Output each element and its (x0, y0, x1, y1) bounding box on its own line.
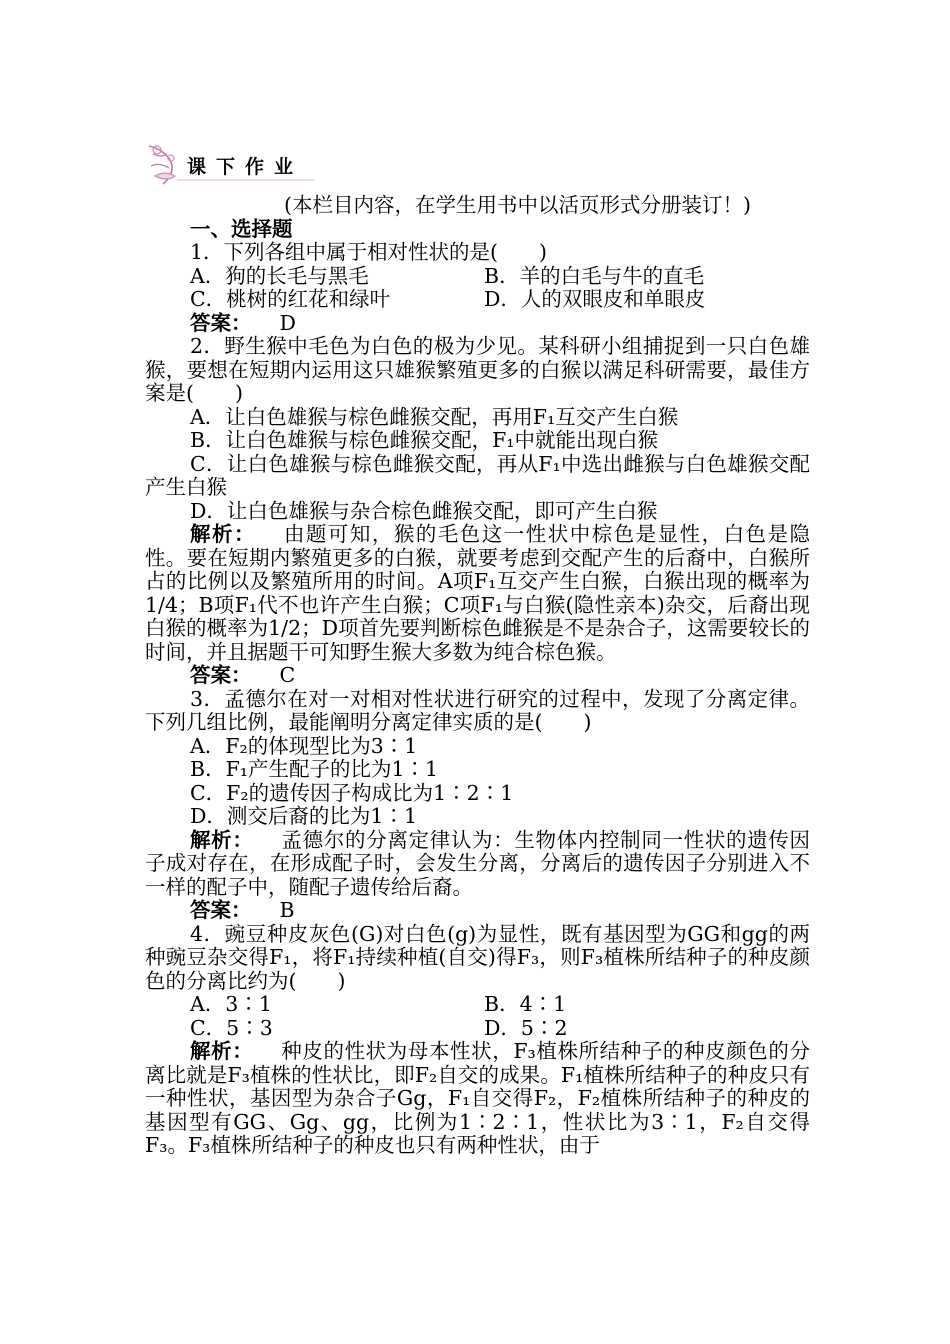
question-1-answer (145, 312, 810, 336)
question-1-stem: 1．下列各组中属于相对性状的是( ) (190, 240, 548, 264)
answer-label: 答案： (190, 310, 252, 335)
question-3-analysis (145, 829, 810, 900)
question-3-answer (145, 899, 810, 923)
question-2-answer (145, 664, 810, 688)
answer-value: D (279, 310, 296, 335)
question-4-option-a: A．3∶1 (190, 992, 272, 1016)
analysis-text: 孟德尔的分离定律认为：生物体内控制同一性状的遗传因子成对存在，在形成配子时，会发生分离，分离后的遗传因子分别进入不一样的配子中，随配子遗传给后裔。 (145, 827, 810, 899)
question-4-option-d: D．5∶2 (484, 1015, 568, 1040)
analysis-label: 解析： (190, 522, 256, 546)
section-heading: 一、选择题 (190, 216, 293, 241)
question-3-option-b: B．F₁产生配子的比为1∶1 (190, 757, 439, 781)
question-2-option-b: B．让白色雄猴与棕色雌猴交配，F₁中就能出现白猴 (190, 428, 659, 452)
question-1-option-b: B．羊的白毛与牛的直毛 (484, 263, 705, 288)
question-1-options-row (145, 265, 810, 289)
question-4-options-row (145, 1017, 810, 1041)
question-2-analysis (145, 523, 810, 664)
section-logo (145, 140, 320, 188)
document-page (145, 140, 810, 1158)
question-3-stem: 3．孟德尔在对一对相对性状进行研究的过程中，发现了分离定律。下列几组比例，最能阐明分离定律实质的是( ) (145, 686, 810, 734)
question-2-option-d: D．让白色雄猴与杂合棕色雌猴交配，即可产生白猴 (190, 498, 658, 523)
question-4-option-c: C．5∶3 (190, 1015, 273, 1040)
question-1-option-a: A．狗的长毛与黑毛 (190, 263, 369, 288)
question-2-stem: 2．野生猴中毛色为白色的极为少见。某科研小组捕捉到一只白色雄猴，要想在短期内运用这只雄猴繁殖更多的白猴以满足科研需要，最佳方案是( ) (145, 334, 810, 405)
binding-note: (本栏目内容，在学生用书中以活页形式分册装订！) (284, 193, 751, 217)
analysis-text: 种皮的性状为母本性状，F₃植株所结种子的种皮颜色的分离比就是F₃植株的性状比，即F₂自交的成果。F₁植株所结种子的种皮只有一种性状，基因型为杂合子Gg，F₁自交得F₂，F₂植株所结种子的种皮的基因型有GG、Gg、gg，比例为1∶2∶1，性状比为3∶1，F₂自交得F₃。F₃植株所结种子的种皮也只有两种性状，由于 (145, 1039, 811, 1157)
question-3-option-c: C．F₂的遗传因子构成比为1∶2∶1 (190, 780, 514, 805)
question-1-option-d: D．人的双眼皮和单眼皮 (484, 287, 706, 311)
answer-value: B (279, 898, 295, 922)
analysis-label: 解析： (190, 1039, 254, 1063)
answer-value: C (279, 663, 296, 687)
question-4-analysis (145, 1040, 810, 1158)
question-4-stem: 4．豌豆种皮灰色(G)对白色(g)为显性，既有基因型为GG和gg的两种豌豆杂交得F₁，将F₁持续种植(自交)得F₃，则F₃植株所结种子的种皮颜色的分离比约为( ) (145, 921, 810, 993)
question-1-option-c: C．桃树的红花和绿叶 (190, 287, 391, 311)
analysis-label: 解析： (190, 827, 254, 852)
question-2-option-a: A．让白色雄猴与棕色雌猴交配，再用F₁互交产生白猴 (190, 404, 679, 429)
question-4-options-row (145, 993, 810, 1017)
question-3-option-d: D．测交后裔的比为1∶1 (190, 804, 418, 828)
section-logo-text: 课下作业 (187, 156, 304, 178)
question-3-option-a: A．F₂的体现型比为3∶1 (190, 733, 418, 758)
question-2-option-c: C．让白色雄猴与棕色雌猴交配，再从F₁中选出雌猴与白色雄猴交配产生白猴 (145, 451, 810, 499)
question-1-options-row (145, 288, 810, 312)
question-4-option-b: B．4∶1 (484, 992, 567, 1016)
answer-label: 答案： (190, 898, 252, 922)
analysis-text: 由题可知，猴的毛色这一性状中棕色是显性，白色是隐性。要在短期内繁殖更多的白猴，就要考虑到交配产生的后裔中，白猴所占的比例以及繁殖所用的时间。A项F₁互交产生白猴，白猴出现的概率为1/4；B项F₁代不也许产生白猴；C项F₁与白猴(隐性亲本)杂交，后裔出现白猴的概率为1/2；D项首先要判断棕色雌猴是不是杂合子，这需要较长的时间，并且据题干可知野生猴大多数为纯合棕色猴。 (145, 522, 811, 664)
answer-label: 答案： (190, 663, 252, 687)
